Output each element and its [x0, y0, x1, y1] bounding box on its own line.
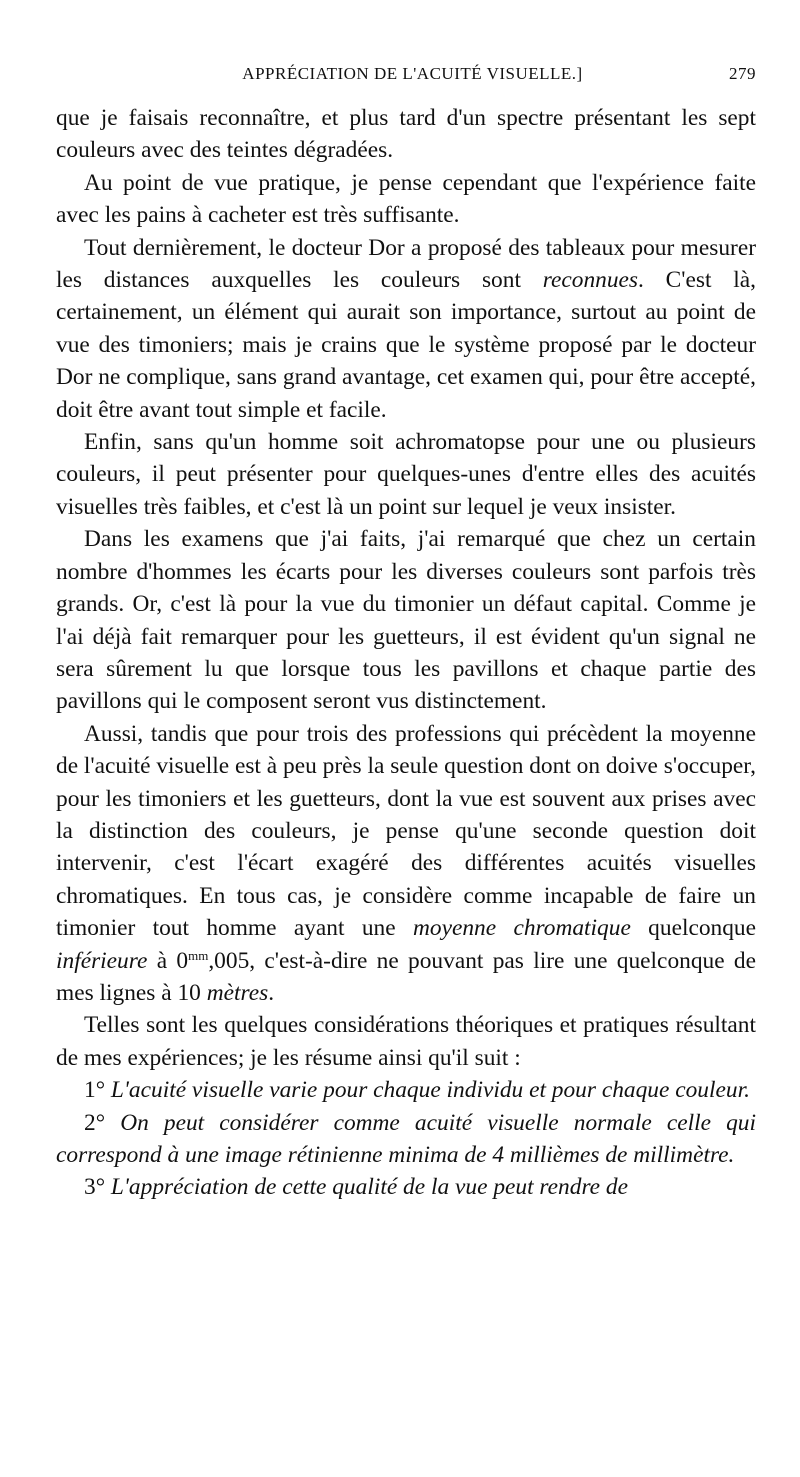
conclusion-2 [56, 1107, 756, 1172]
p6-text-d: ,005, c'est-à-dire ne pouvant pas lire une quelconque de mes lignes à 10 [56, 947, 756, 1006]
p6-italic-moyenne: moyenne chromatique [412, 915, 631, 942]
p6-italic-inferieure: inférieure [56, 947, 148, 974]
paragraph-4: Enfin, sans qu'un homme soit achromatopse pour une ou plusieurs couleurs, il peut présenter pour quelques-unes d'entre elles des acuités visuelles très faibles, et c'est là un point sur lequel je veux insister. [56, 429, 756, 520]
book-page [56, 64, 756, 1204]
conclusion-1-text: L'acuité visuelle varie pour chaque individu et pour chaque couleur. [110, 1077, 750, 1104]
paragraph-5: Dans les examens que j'ai faits, j'ai remarqué que chez un certain nombre d'hommes les écarts pour les diverses couleurs sont parfois très grands. Or, c'est là pour la vue du timonier un défaut capital. Comme je l'ai déjà fait remarquer pour les guetteurs, il est évident qu'un signal ne sera sûrement lu que lorsque tous les pavillons et chaque partie des pavillons qui le composent seront vus distinctement. [56, 526, 756, 715]
page-number: 279 [729, 64, 756, 83]
paragraph-3 [56, 232, 756, 426]
p6-text-c: à 0 [147, 947, 189, 974]
conclusion-3-number: 3° [84, 1174, 106, 1201]
conclusion-3 [56, 1171, 756, 1203]
running-title: APPRÉCIATION DE L'ACUITÉ VISUELLE.] [242, 64, 583, 83]
conclusion-2-text: On peut considérer comme acuité visuelle normale celle qui correspond à une image rétinienne minima de 4 millièmes de millimètre. [56, 1109, 756, 1168]
p3-italic: reconnues [542, 267, 639, 294]
paragraph-2: Au point de vue pratique, je pense cependant que l'expérience faite avec les pains à cacheter est très suffisante. [56, 169, 756, 229]
paragraph-7: Telles sont les quelques considérations théoriques et pratiques résultant de mes expériences; je les résume ainsi qu'il suit : [56, 1012, 756, 1071]
paragraph-6 [56, 718, 756, 1010]
p6-unit: mm [188, 947, 209, 963]
p3-text-a: Tout dernièrement, le docteur Dor a proposé des tableaux pour mesurer les distances auxquelles les couleurs sont [56, 234, 756, 294]
p6-text-e: . [268, 979, 275, 1006]
p6-italic-metres: mètres [206, 979, 269, 1006]
p6-text-b: quelconque [630, 915, 756, 942]
conclusion-1-number: 1° [84, 1077, 106, 1104]
p3-text-b: . C'est là, certainement, un élément qui aurait son importance, surtout au point de vue des timoniers; mais je crains que le système proposé par le docteur Dor ne complique, sans grand avantage, cet examen qui, pour être accepté, doit être avant tout simple et facile. [56, 267, 756, 423]
running-header [56, 64, 756, 84]
body-text [56, 102, 756, 1204]
paragraph-1: que je faisais reconnaître, et plus tard d'un spectre présentant les sept couleurs avec des teintes dégradées. [56, 105, 756, 164]
conclusion-1 [56, 1074, 756, 1106]
conclusion-2-number: 2° [84, 1109, 106, 1136]
p6-text-a: Aussi, tandis que pour trois des professions qui précèdent la moyenne de l'acuité visuelle est à peu près la seule question dont on doive s'occuper, pour les timoniers et les guetteurs, dont la vue est souvent aux prises avec la distinction des couleurs, je pense qu'une seconde question doit intervenir, c'est l'écart exagéré des différentes acuités visuelles chromatiques. En tous cas, je considère comme incapable de faire un timonier tout homme ayant une [56, 720, 756, 942]
conclusion-3-text: L'appréciation de cette qualité de la vue peut rendre de [110, 1174, 628, 1201]
